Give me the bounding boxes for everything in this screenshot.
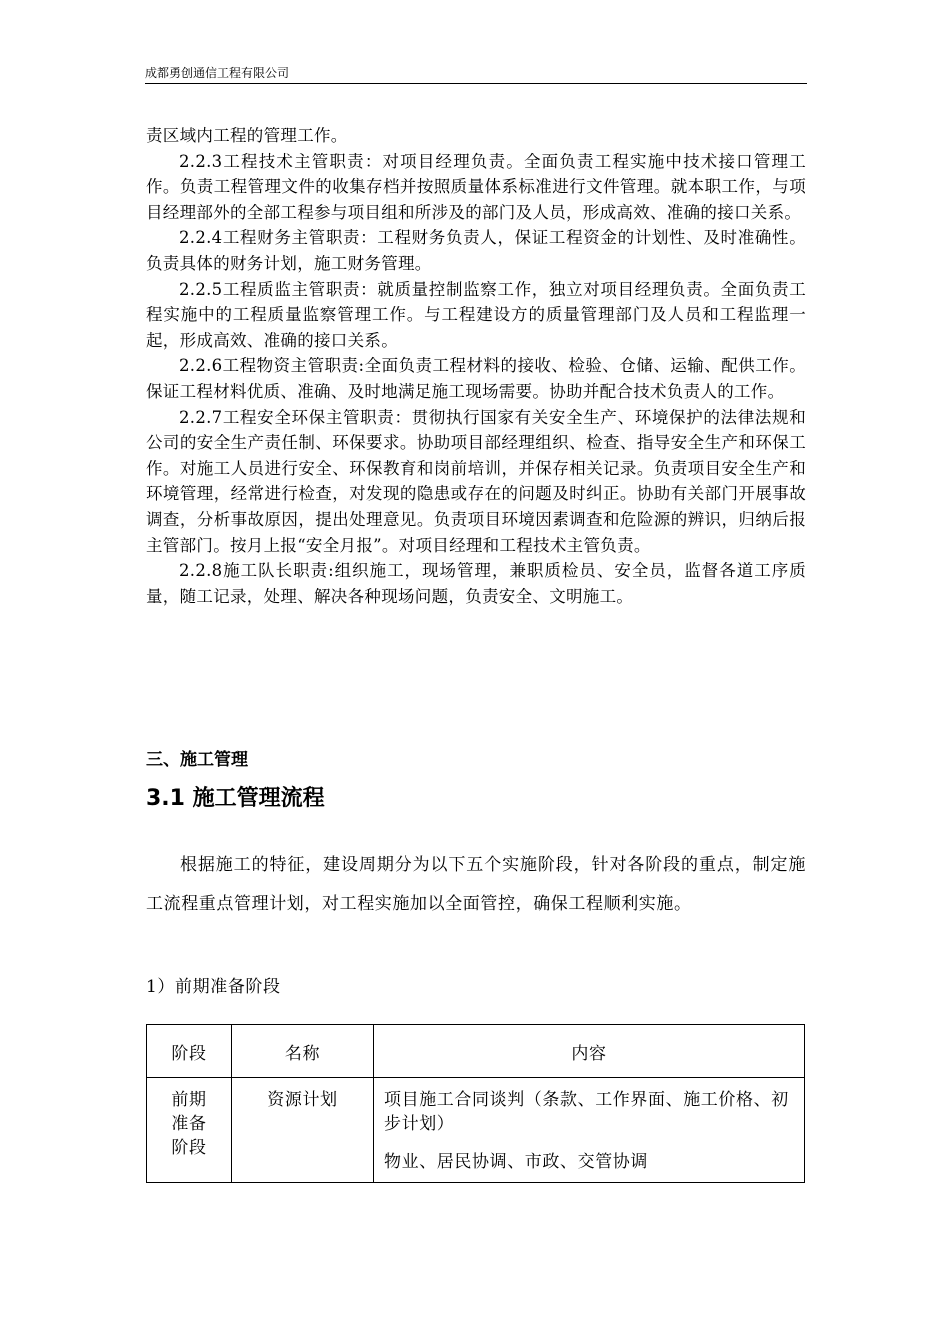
content-item: 项目施工合同谈判（条款、工作界面、施工价格、初步计划） [384, 1090, 789, 1134]
paragraph-2-2-8: 2.2.8施工队长职责:组织施工，现场管理，兼职质检员、安全员，监督各道工序质量，随工记录，处理、解决各种现场问题，负责安全、文明施工。 [146, 561, 806, 606]
cell-stage-text: 前期准备阶段 [171, 1090, 207, 1158]
cell-name: 资源计划 [232, 1078, 374, 1183]
paragraph-2-2-3: 2.2.3工程技术主管职责：对项目经理负责。全面负责工程实施中技术接口管理工作。负责工程管理文件的收集存档并按照质量体系标准进行文件管理。就本职工作，与项目经理部外的全部工程参与项目组和所涉及的部门及人员，形成高效、准确的接口关系。 [146, 151, 806, 222]
stage-table [146, 1024, 805, 1183]
header-stage: 阶段 [147, 1025, 232, 1078]
section-heading: 三、施工管理 [146, 750, 248, 770]
intro-paragraph: 根据施工的特征，建设周期分为以下五个实施阶段，针对各阶段的重点，制定施工流程重点管理计划，对工程实施加以全面管控，确保工程顺利实施。 [146, 855, 806, 914]
content-item: 物业、居民协调、市政、交管协调 [384, 1152, 648, 1172]
cell-content [374, 1078, 805, 1183]
header-content: 内容 [374, 1025, 805, 1078]
cell-stage [147, 1078, 232, 1183]
intro-text [146, 846, 806, 923]
paragraph-2-2-4: 2.2.4工程财务主管职责：工程财务负责人，保证工程资金的计划性、及时准确性。负责具体的财务计划，施工财务管理。 [146, 228, 806, 273]
duties-text [146, 123, 806, 609]
paragraph-2-2-5: 2.2.5工程质监主管职责：就质量控制监察工作，独立对项目经理负责。全面负责工程实施中的工程质量监察管理工作。与工程建设方的质量管理部门及人员和工程监理一起，形成高效、准确的接口关系。 [146, 279, 806, 350]
table-header-row [147, 1025, 805, 1078]
subsection-heading: 3.1 施工管理流程 [146, 786, 325, 811]
stage-label: 1）前期准备阶段 [146, 977, 281, 997]
table-row [147, 1078, 805, 1183]
page-header-company: 成都勇创通信工程有限公司 [145, 66, 290, 80]
paragraph-2-2-6: 2.2.6工程物资主管职责:全面负责工程材料的接收、检验、仓储、运输、配供工作。保证工程材料优质、准确、及时地满足施工现场需要。协助并配合技术负责人的工作。 [146, 356, 806, 401]
paragraph-2-2-7: 2.2.7工程安全环保主管职责：贯彻执行国家有关安全生产、环境保护的法律法规和公司的安全生产责任制、环保要求。协助项目部经理组织、检查、指导安全生产和环保工作。对施工人员进行安全、环保教育和岗前培训，并保存相关记录。负责项目安全生产和环境管理，经常进行检查，对发现的隐患或存在的问题及时纠正。协助有关部门开展事故调查，分析事故原因，提出处理意见。负责项目环境因素调查和危险源的辨识，归纳后报主管部门。按月上报“安全月报”。对项目经理和工程技术主管负责。 [146, 407, 806, 555]
header-name: 名称 [232, 1025, 374, 1078]
paragraph-continuation: 责区域内工程的管理工作。 [146, 126, 348, 145]
header-divider [145, 83, 807, 84]
